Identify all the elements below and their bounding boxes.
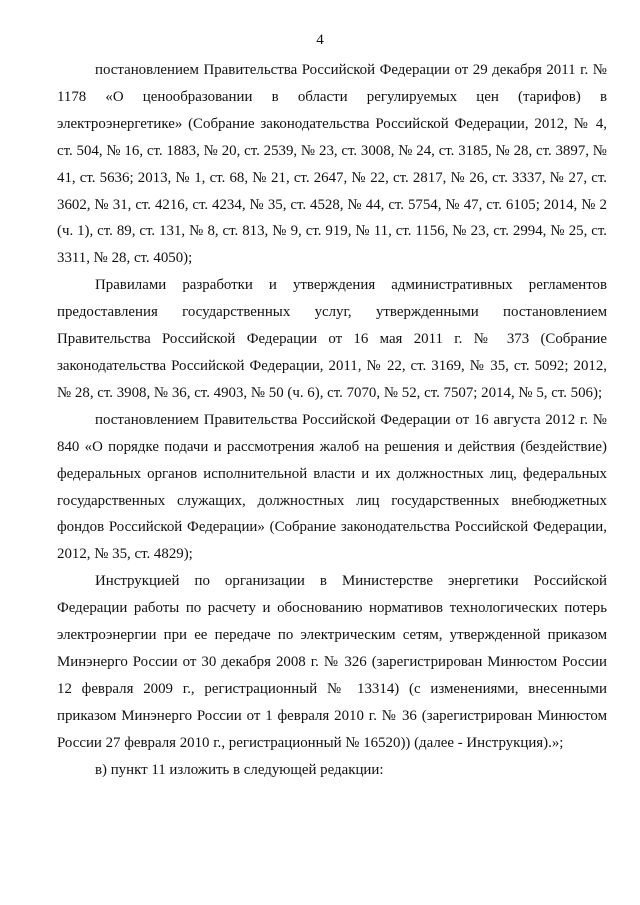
paragraph-resolution-840: постановлением Правительства Российской Федерации от 16 августа 2012 г. № 840 «О порядке подачи и рассмотрения жалоб на решения и действия (бездействие) федеральных органов исполнительной власти и их должностных лиц, федеральных государственных служащих, должностных лиц государственных внебюджетных фондов Российской Федерации» (Собрание законодательства Российской Федерации, 2012, № 35, ст. 4829); [57,411,607,563]
paragraph-instruction-326: Инструкцией по организации в Министерстве энергетики Российской Федерации работы по расчету и обоснованию нормативов технологических потерь электроэнергии при ее передаче по электрическим сетям, утвержденной приказом Минэнерго России от 30 декабря 2008 г. № 326 (зарегистрирован Минюстом России 12 февраля 2009 г., регистрационный № 13314) (с изменениями, внесенными приказом Минэнерго России от 1 февраля 2010 г. № 36 (зарегистрирован Минюстом России 27 февраля 2010 г., регистрационный № 16520)) (далее - Инструкция).»; [57,573,607,751]
paragraph-rules-373: Правилами разработки и утверждения административных регламентов предоставления государственных услуг, утвержденными постановлением Правительства Российской Федерации от 16 мая 2011 г. № 373 (Собрание законодательства Российской Федерации, 2011, № 22, ст. 3169, № 35, ст. 5092; 2012, № 28, ст. 3908, № 36, ст. 4903, № 50 (ч. 6), ст. 7070, № 52, ст. 7507; 2014, № 5, ст. 506); [57,277,607,401]
page-number: 4 [316,32,324,48]
document-body [57,57,607,783]
paragraph-item-11: в) пункт 11 изложить в следующей редакции: [95,761,384,778]
paragraph-resolution-1178: постановлением Правительства Российской Федерации от 29 декабря 2011 г. № 1178 «О ценообразовании в области регулируемых цен (тарифов) в электроэнергетике» (Собрание законодательства Российской Федерации, 2012, № 4, ст. 504, № 16, ст. 1883, № 20, ст. 2539, № 23, ст. 3008, № 24, ст. 3185, № 28, ст. 3897, № 41, ст. 5636; 2013, № 1, ст. 68, № 21, ст. 2647, № 22, ст. 2817, № 26, ст. 3337, № 27, ст. 3602, № 31, ст. 4216, ст. 4234, № 35, ст. 4528, № 44, ст. 5754, № 47, ст. 6105; 2014, № 2 (ч. 1), ст. 89, ст. 131, № 8, ст. 813, № 9, ст. 919, № 11, ст. 1156, № 23, ст. 2994, № 25, ст. 3311, № 28, ст. 4050); [57,62,607,267]
